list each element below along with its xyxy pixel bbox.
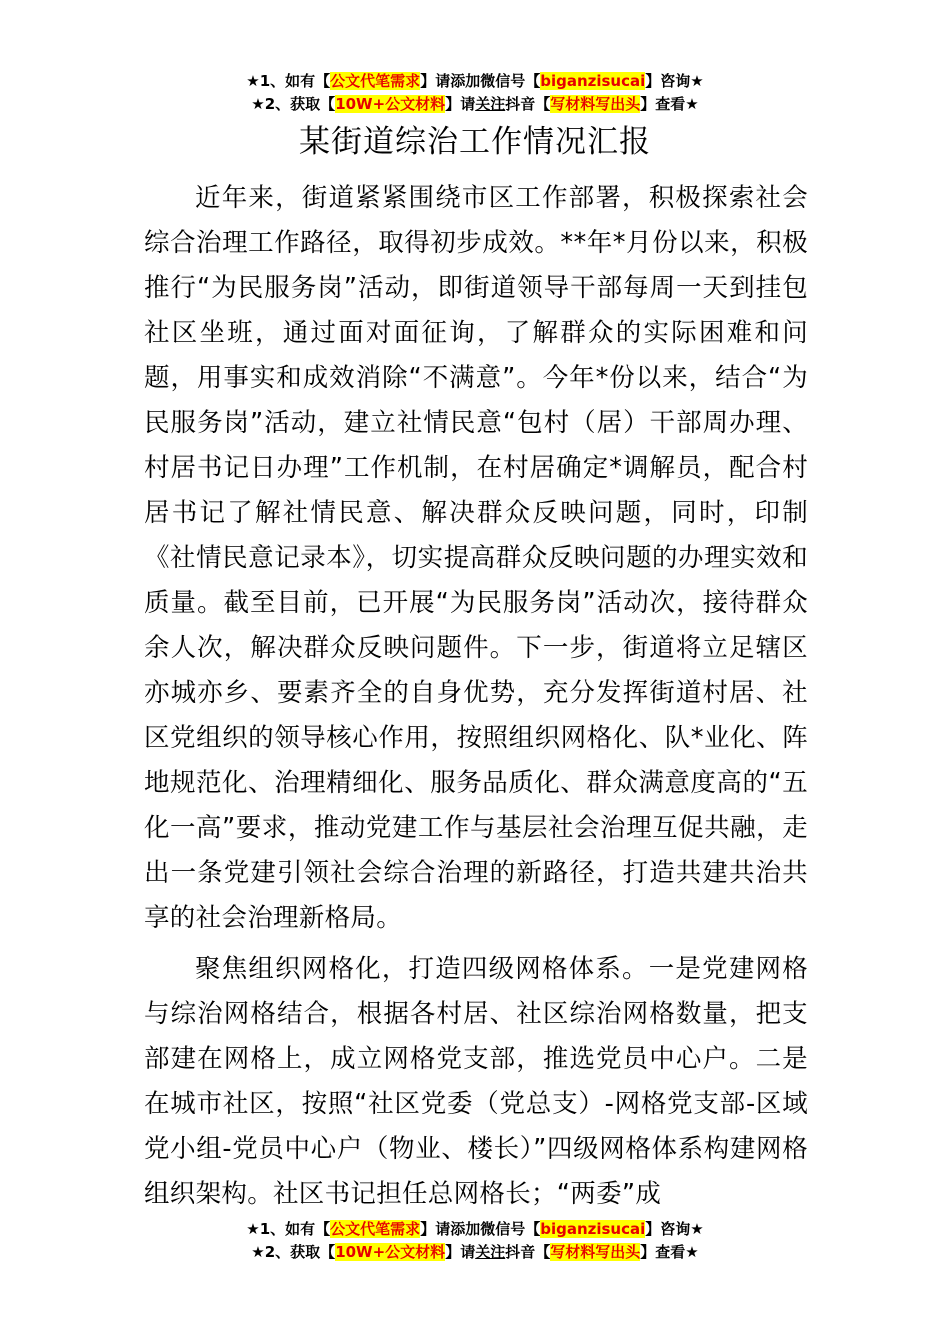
banner-text: 抖音【 <box>505 1243 551 1261</box>
banner-highlight: 公文代笔需求 <box>330 1220 421 1238</box>
banner-text: 】请 <box>445 95 476 113</box>
banner-text: ★1、如有【 <box>246 72 331 90</box>
banner-text: 】咨询★ <box>645 1220 704 1238</box>
banner-line-2 <box>0 1241 950 1264</box>
footer-banner <box>0 1218 950 1264</box>
banner-underline: 关注 <box>475 1243 506 1261</box>
banner-text: 】查看★ <box>640 95 699 113</box>
banner-text: ★2、获取【 <box>251 1243 336 1261</box>
banner-highlight: 写材料写出头 <box>550 1243 641 1261</box>
document-title: 某街道综治工作情况汇报 <box>299 124 651 160</box>
banner-text: 】请添加微信号【 <box>420 72 541 90</box>
banner-line-1 <box>0 70 950 93</box>
banner-text: 抖音【 <box>505 95 551 113</box>
banner-highlight: biganzisucai <box>540 1220 646 1238</box>
banner-highlight: 10W+公文材料 <box>335 95 446 113</box>
banner-text: 】请添加微信号【 <box>420 1220 541 1238</box>
paragraph-text: 聚焦组织网格化，打造四级网格体系。一是党建网格与综治网格结合，根据各村居、社区综治网格数量，把支部建在网格上，成立网格党支部，推选党员中心户。二是在城市社区，按照“社区党委（党总支）-网格党支部-区域党小组-党员中心户（物业、楼长）”四级网格体系构建网格组织架构。社区书记担任总网格长；“两委”成 <box>144 954 808 1209</box>
paragraph-1 <box>144 176 808 941</box>
banner-text: 】咨询★ <box>645 72 704 90</box>
banner-underline: 关注 <box>475 95 506 113</box>
banner-text: 】请 <box>445 1243 476 1261</box>
banner-highlight: 公文代笔需求 <box>330 72 421 90</box>
banner-highlight: 10W+公文材料 <box>335 1243 446 1261</box>
banner-text: ★2、获取【 <box>251 95 336 113</box>
paragraph-2 <box>144 947 808 1217</box>
header-banner <box>0 70 950 116</box>
banner-text: 】查看★ <box>640 1243 699 1261</box>
banner-highlight: 写材料写出头 <box>550 95 641 113</box>
banner-line-1 <box>0 1218 950 1241</box>
paragraph-text: 近年来，街道紧紧围绕市区工作部署，积极探索社会综合治理工作路径，取得初步成效。**年*月份以来，积极推行“为民服务岗”活动，即街道领导干部每周一天到挂包社区坐班，通过面对面征询，了解群众的实际困难和问题，用事实和成效消除“不满意”。今年*份以来，结合“为民服务岗”活动，建立社情民意“包村（居）干部周办理、村居书记日办理”工作机制，在村居确定*调解员，配合村居书记了解社情民意、解决群众反映问题，同时，印制《社情民意记录本》，切实提高群众反映问题的办理实效和质量。截至目前，已开展“为民服务岗”活动次，接待群众余人次，解决群众反映问题件。下一步，街道将立足辖区亦城亦乡、要素齐全的自身优势，充分发挥街道村居、社区党组织的领导核心作用，按照组织网格化、队*业化、阵地规范化、治理精细化、服务品质化、群众满意度高的“五化一高”要求，推动党建工作与基层社会治理互促共融，走出一条党建引领社会综合治理的新路径，打造共建共治共享的社会治理新格局。 <box>144 183 808 933</box>
banner-text: ★1、如有【 <box>246 1220 331 1238</box>
banner-line-2 <box>0 93 950 116</box>
banner-highlight: biganzisucai <box>540 72 646 90</box>
